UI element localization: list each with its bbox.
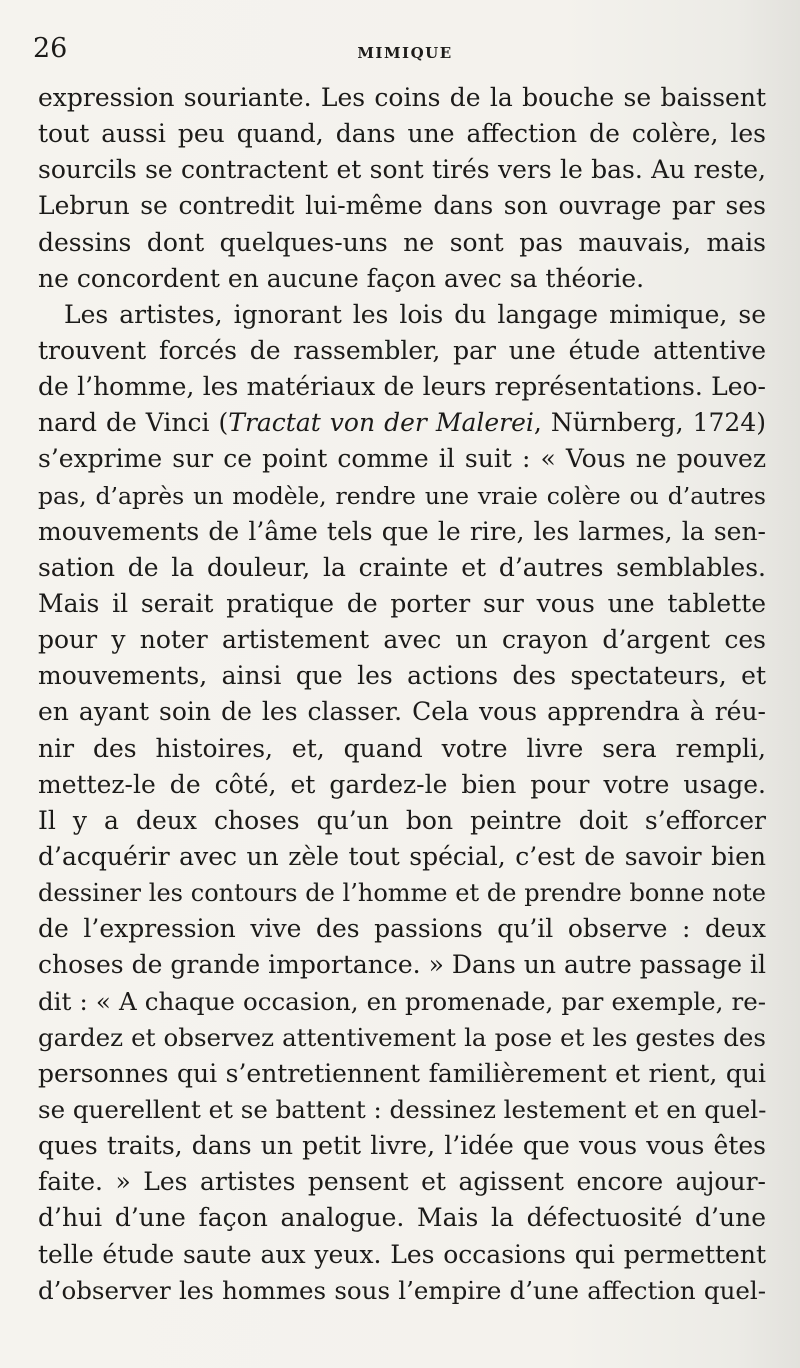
text-line: se querellent et se battent : dessinez lestement et en quel- xyxy=(38,1094,766,1124)
text-line: de l’expression vive des passions qu’il observe : deux xyxy=(38,914,766,944)
text-line: pas, d’après un modèle, rendre une vraie colère ou d’autres xyxy=(38,481,766,510)
text-line: dessins dont quelques-uns ne sont pas mauvais, mais xyxy=(38,227,766,257)
text-line: d’acquérir avec un zèle tout spécial, c’est de savoir bien xyxy=(38,841,766,871)
paragraph-start-line: Les artistes, ignorant les lois du langage mimique, se xyxy=(64,299,766,329)
text-line: dessiner les contours de l’homme et de prendre bonne note xyxy=(38,879,766,908)
text-line: dit : « A chaque occasion, en promenade, par exemple, re- xyxy=(38,986,766,1016)
text-line: personnes qui s’entretiennent familièrement et rient, qui xyxy=(38,1058,766,1088)
text-line: nir des histoires, et, quand votre livre sera rempli, xyxy=(38,733,766,763)
text-line: sation de la douleur, la crainte et d’autres semblables. xyxy=(38,552,766,582)
text-line: d’observer les hommes sous l’empire d’une affection quel- xyxy=(38,1275,766,1305)
text-line: Mais il serait pratique de porter sur vous une tablette xyxy=(38,588,766,618)
text-line: mouvements de l’âme tels que le rire, les larmes, la sen- xyxy=(38,516,766,546)
page-number: 26 xyxy=(33,33,68,64)
text-line: Il y a deux choses qu’un bon peintre doit s’efforcer xyxy=(38,805,766,835)
text-line: en ayant soin de les classer. Cela vous apprendra à réu- xyxy=(38,697,766,727)
text-line: trouvent forcés de rassembler, par une étude attentive xyxy=(38,335,766,365)
text-line: mouvements, ainsi que les actions des spectateurs, et xyxy=(38,661,766,691)
text-line: tout aussi peu quand, dans une affection de colère, les xyxy=(38,119,766,149)
text-line: ques traits, dans un petit livre, l’idée que vous vous êtes xyxy=(38,1131,766,1161)
text-line: de l’homme, les matériaux de leurs représentations. Leo- xyxy=(38,372,766,402)
text-line: gardez et observez attentivement la pose et les gestes des xyxy=(38,1022,766,1052)
text-line: telle étude saute aux yeux. Les occasions qui permettent xyxy=(38,1239,766,1269)
running-title: MIMIQUE xyxy=(357,44,453,62)
text-line: s’exprime sur ce point comme il suit : « Vous ne pouvez xyxy=(38,444,766,474)
text-line-with-citation: nard de Vinci (Tractat von der Malerei, Nürnberg, 1724) xyxy=(38,408,766,438)
text-line: ne concordent en aucune façon avec sa théorie. xyxy=(38,263,645,293)
text-line: d’hui d’une façon analogue. Mais la défectuosité d’une xyxy=(38,1203,766,1233)
text-line: sourcils se contractent et sont tirés vers le bas. Au reste, xyxy=(38,155,766,185)
text-line: faite. » Les artistes pensent et agissent encore aujour- xyxy=(38,1167,766,1197)
text-line: Lebrun se contredit lui-même dans son ouvrage par ses xyxy=(38,191,766,221)
text-line: choses de grande importance. » Dans un autre passage il xyxy=(38,950,766,980)
text-line: expression souriante. Les coins de la bouche se baissent xyxy=(38,83,766,112)
text-line: pour y noter artistement avec un crayon d’argent ces xyxy=(38,625,766,655)
cited-title: Tractat von der Malerei xyxy=(228,408,534,438)
body-text xyxy=(38,80,766,1309)
text-line: mettez-le de côté, et gardez-le bien pour votre usage. xyxy=(38,769,766,799)
